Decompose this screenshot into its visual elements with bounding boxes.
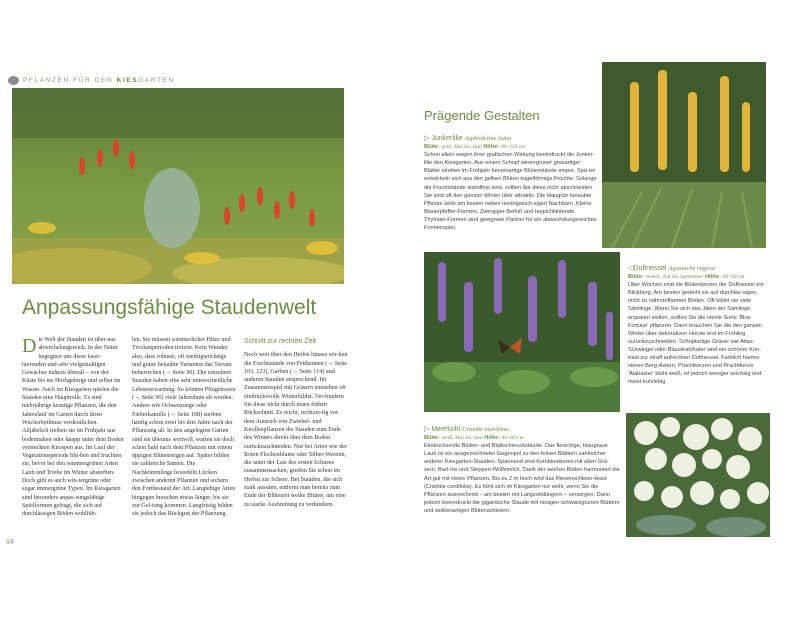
meta-label: Blüte: bbox=[424, 435, 440, 442]
meerkohl-photo bbox=[626, 413, 770, 537]
plant-meta bbox=[424, 434, 620, 442]
height-label: Höhe: bbox=[483, 144, 500, 151]
body-column-2 bbox=[132, 336, 236, 519]
height-label: Höhe: bbox=[705, 274, 721, 281]
column-subhead: Schnitt zur rechten Zeit bbox=[244, 338, 316, 345]
col2-text: len. Sie müssen sommerlicher Hitze und Trockenperioden trotzen. Kein Wunder also, dass robuste, oft niedrigwüchsige und graue belaubte Varianten das Terrain beherrschen (→ Seite 96). Die einzelnen Stauden haben eine sehr unterschiedliche Lebenserwartung. So können Pfingstrosen (→ Seite 96) viele Jahrzehnte alt werden. Andere wie Ochsenzunge oder Färberkamille (→ Seite 108) sterben häufig schon zwei bis drei Jahre nach der Pflanzung ab. In den angelegten Gärten sind sie überaus wertvoll, warten sie doch schon bald nach dem Pflanzen mit einem üppigen Blütenreigen auf. Später bilden sie zahlreiche Samen. Die Nachkömmlinge besiedeln Lücken zwischen anderen Pflanzen und sichern den Fortbestand der Art. Langlebige Arten hingegen brauchen etwas länger, bis sie zur Gel-tung kommen. Langfristig bilden sie jedoch das Rückgrat der Pflanzung. bbox=[132, 337, 236, 518]
plant-latin: Asphodeline lutea bbox=[464, 135, 512, 142]
main-title: Anpassungsfähige Staudenwelt bbox=[22, 296, 317, 319]
height-value: 40–60 cm bbox=[501, 435, 524, 442]
height-label: Höhe: bbox=[484, 435, 501, 442]
body-column-3 bbox=[244, 338, 348, 509]
col3-text: Noch weit über den Herbst hinaus wir-ken die Fruchtstände von Fetthennen (→ Seite 103, 123), Garben (→ Seite 114) und anderen Stauden ansprechend. Im Zusammenspiel mit Gräsern entstehen oft eindrucksvolle Winterbilder. Ver-hindern Sie diese nicht durch einen frühen Rückschnitt. Es reicht, rechtzei-tig vor dem Austrieb von Zwiebel- und Knollenpflanzen die Stauden zum Ende des Winters direkt über dem Boden zurückzuschneiden. Nur bei Arten wie der Roten Flockenblume oder Silber-Wermut, die unter der Last des ersten Schnees zusammensacken, greifen Sie schon im Herbst zur Schere. Bei Stauden, die sich stark aussäen, entfernt man bereits zum Ende der Blütezeit welke Blüten, um eine zu starke Ausbreitung zu verhindern. bbox=[244, 352, 348, 508]
plant-name: Duftnessel bbox=[633, 265, 667, 272]
plant-meta bbox=[628, 273, 768, 281]
meta-label: Blüte: bbox=[424, 144, 440, 151]
garden-photo bbox=[12, 88, 344, 284]
plant-title bbox=[628, 265, 768, 273]
triangle-right-icon: ▷ bbox=[424, 135, 430, 142]
plant-latin: Crambe maritima bbox=[462, 426, 509, 433]
running-header bbox=[8, 76, 175, 85]
header-prefix: PFLANZEN FÜR DEN bbox=[23, 77, 117, 85]
meta-label: Blüte: bbox=[628, 274, 644, 281]
height-value: 90–110 cm bbox=[500, 144, 526, 151]
meta-value: weiß, Mai bis Juni bbox=[441, 435, 483, 442]
meta-value: gelb, Mai bis Juni bbox=[441, 144, 482, 151]
triangle-left-icon: ◁ bbox=[628, 265, 634, 272]
plant-name: Meerkohl bbox=[431, 426, 461, 433]
plant-meerkohl bbox=[424, 426, 620, 515]
plant-latin: Agastache rugosa bbox=[668, 265, 716, 272]
header-suffix: GARTEN bbox=[138, 77, 175, 85]
height-value: 60–90 cm bbox=[722, 274, 745, 281]
triangle-right-icon: ▷ bbox=[424, 426, 430, 433]
body-column-1 bbox=[22, 336, 124, 519]
header-stone-icon bbox=[8, 76, 19, 85]
plant-text: Schon allein wegen ihrer grafischen Wirkung beeindruckt die Junker-lilie den Kiesgarten. Aus einem Schopf wintergrüner grasartiger Blätter streben im Frühjahr kerzenartige Blütenstände empor. Spä-ter entwickeln sich aus den gelben Blüten kugelförmige Früchte. Solange die Fruchtstände standfest sind, sollten Sie diese nicht abschneiden. Sie sind oft den ganzen Winter über attraktiv. Die blaugrün belaubte Pflanze wirkt am besten neben niedrigwüch-sigen Nachbarn. Kleine Mauerpfeffer-Formen, Zwergiger Beifuß und teppichbildende Thymian-Formen sind geeignete Partner für ein abwechslungsreiches Formenspiel. bbox=[424, 152, 597, 232]
plant-junkerlilie bbox=[424, 135, 598, 232]
duftnessel-photo bbox=[424, 252, 620, 412]
col1-text: ie Welt der Stauden ist über-aus abwechslungsreich. In der Natur begegnen uns diese faszi-nierenden und sehr vielgestaltigen Gewächse nahezu überall – von der Küste bis ins Hochgebirge und selbst im Wasser. Auch im Kiesgarten spielen die Stauden eine Hauptrolle. Es sind mehrjährige krautige Pflanzen, die den Jahreslauf im Garten durch ihren Wuchsrhythmus verdeutlichen. Alljährlich treiben sie im Frühjahr aus bodennahen oder knapp unter dem Boden versteckten Knospen aus. Im Lauf der Vegetationsperiode blü-hen und fruchten sie, bevor bei den sommergrünen Arten Laub und Triebe im Winter absterben. Doch gibt es auch win-tergrüne oder sogar immergrüne Typen. Im Kiesgarten sind besonders anpas-sungsfähige Spielformen gefragt, die sich auf durchlässigen Böden wohlfüh- bbox=[22, 337, 124, 518]
header-bold: KIES bbox=[116, 77, 139, 85]
drop-cap: D bbox=[22, 335, 37, 357]
page-number: 94 bbox=[6, 539, 14, 546]
plant-title bbox=[424, 426, 620, 434]
section-heading: Prägende Gestalten bbox=[424, 108, 540, 123]
plant-duftnessel bbox=[628, 265, 768, 386]
plant-title bbox=[424, 135, 598, 143]
plant-meta bbox=[424, 143, 598, 151]
junkerlilie-photo bbox=[602, 62, 766, 248]
plant-text: Eindrucksvolle Blüten- und Blattschmuckstaude. Das fleischige, blaugraue Laub ist ein ausgezeichneter Gegenpol zu den feinen Blättern zahlreicher anderer Kiesgarten-Stauden. Spannend sind Kombinationen mit allen Grä-sern, Bart-Iris und Steppen-Wolfsmilch. Dank der weißen Blüten harmoniert die Art gut mit vielen Pflanzen. Bis zu 2 m hoch wird das Riesenschleier-kraut (Crambe cordifolia). Es fühlt sich im Kiesgarten nur wohl, wenn Sie die Pflanzen ausreichend – am besten mit Langzeitdüngern – versorgen. Dann jedoch beeindruckt die gigantische Staude mit riesigen schwarzgrünen Blättern und wolkenartigen Blütenschleiern. bbox=[424, 443, 620, 514]
meta-value: violett, Juli bis September bbox=[645, 274, 704, 281]
plant-name: Junkerlilie bbox=[431, 135, 463, 142]
plant-text: Über Wochen sind die Blütenkerzen der Duftnessel ein Blickfang. Am besten gedeiht sie auf durchläs-sigen, nicht zu nährstoffarmen Böden. Oft bildet sie viele Sämlinge. Wenn Sie sich das Jäten der Sämlinge ersparen wollen, sollten Sie die sterile Sorte 'Blue Fortune' pflanzen. Dann brauchen Sie die den ganzen Winter über dekorativen Horste erst im Frühling zurückzuschneiden. Schopfartige Gräser wie Atlas-Schwingel oder Blaustrahlhafer sind ein schöner Kon-trast zur straff aufrechten Duftnessel. Farblich harmo-nieren Berg-Astern, Prachtkerzen und Prachtkerze. 'Alabaster' blüht weiß, ist jedoch weniger wüchsig und meist kurzlebig. bbox=[628, 282, 764, 386]
